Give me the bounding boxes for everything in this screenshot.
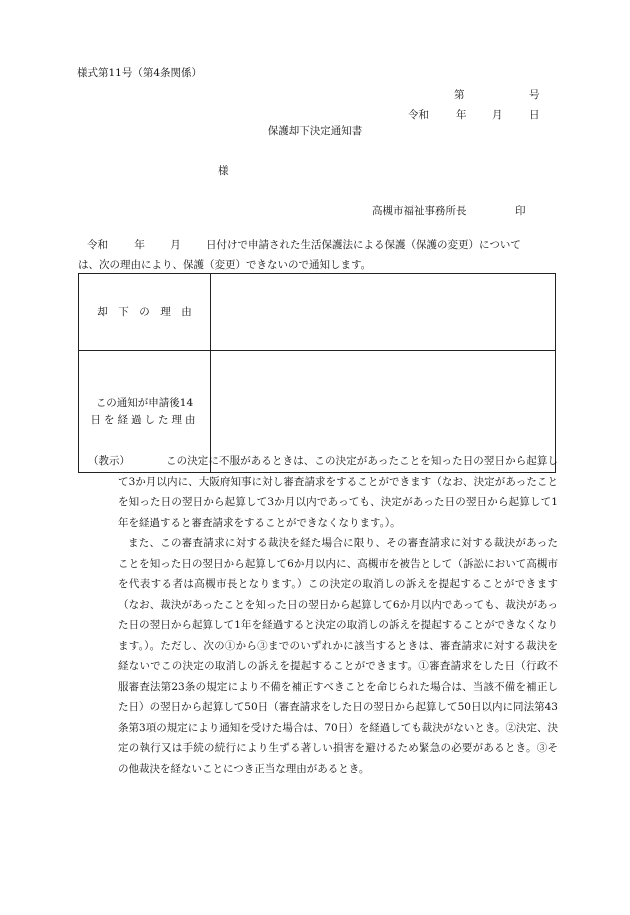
form-number: 様式第11号（第4条関係） — [77, 67, 203, 79]
reason-value — [211, 274, 556, 351]
date-month: 月 — [492, 109, 503, 121]
table-row — [79, 274, 556, 351]
intro-year: 年 — [134, 239, 145, 251]
notice-paragraph-1: この決定に不服があるときは、この決定があったことを知った日の翌日から起算して3か月以内に、大阪府知事に対し審査請求をすることができます（なお、決定があったことを知った日の翌日から起算して3か月以内であっても、決定があった日の翌日から起算して1年を経過すると審査請求をすることができなくなります。）。 — [118, 455, 558, 529]
notice-label: （教示） — [88, 455, 130, 467]
reason-label: 却 下 の 理 由 — [79, 274, 211, 351]
delay-reason-label-line2: 日を経過した理由 — [90, 413, 199, 426]
issuer-name: 高槻市福祉事務所長 — [372, 205, 467, 217]
document-title: 保護却下決定通知書 — [267, 125, 363, 137]
delay-reason-label-line1: この通知が申請後14 — [95, 397, 194, 410]
intro-text: 日付けで申請された生活保護法による保護（保護の変更）について — [206, 239, 521, 251]
seal-mark: 印 — [515, 205, 526, 217]
notice-paragraph-2: また、この審査請求に対する裁決を経た場合に限り、その審査請求に対する裁決があったことを知った日の翌日から起算して6か月以内に、高槻市を被告として（訴訟において高槻市を代表する者は高槻市長となります。）この決定の取消しの訴えを提起することができます（なお、裁決があったことを知った日の翌日から起算して6か月以内であっても、裁決があった日の翌日から起算して1年を経過すると決定の取消しの訴えを提起することができなくなります。）。ただし、次の①から③までのいずれかに該当するときは、審査請求に対する裁決を経ないでこの決定の取消しの訴えを提起することができます。①審査請求をした日（行政不服審査法第23条の規定により不備を補正すべきことを命じられた場合は、当該不備を補正した日）の翌日から起算して50日（審査請求をした日の翌日から起算して50日以内に同法第43条第3項の規定により通知を受けた場合は、70日）を経過しても裁決がないとき。②決定、決定の執行又は手続の続行により生ずる著しい損害を避けるため緊急の必要があるとき。③その他裁決を経ないことにつき正当な理由があるとき。 — [118, 537, 558, 775]
appeal-notice — [88, 451, 558, 779]
reason-table — [78, 273, 556, 473]
intro-era: 令和 — [87, 239, 108, 251]
date-day: 日 — [529, 109, 540, 121]
intro-line-1 — [87, 238, 521, 254]
doc-number-prefix: 第 — [454, 89, 465, 101]
date-era: 令和 — [408, 109, 429, 121]
doc-number-suffix: 号 — [529, 89, 540, 101]
intro-line-2: は、次の理由により、保護（変更）できないので通知します。 — [78, 259, 372, 271]
addressee-suffix: 様 — [218, 165, 229, 177]
intro-month: 月 — [170, 239, 181, 251]
date-year: 年 — [456, 109, 467, 121]
